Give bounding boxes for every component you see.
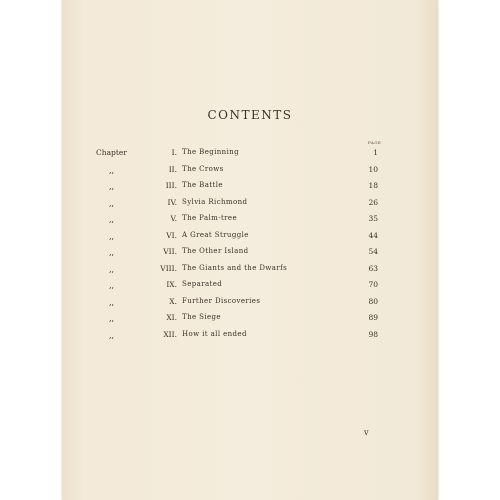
ditto-mark: ,, (109, 198, 115, 208)
chapter-page-number: 70 (368, 280, 378, 289)
chapter-numeral: VIII. (160, 263, 177, 273)
chapter-title: The Crows (182, 164, 224, 173)
chapter-numeral: XII. (163, 329, 177, 339)
chapter-page-number: 1 (373, 148, 378, 157)
chapter-page-number: 44 (368, 230, 378, 240)
ditto-mark: ,, (109, 248, 115, 257)
toc-entry (62, 278, 438, 295)
chapter-title: A Great Struggle (182, 230, 249, 239)
chapter-page-number: 80 (368, 296, 378, 306)
toc-entry (62, 229, 438, 246)
chapter-title: Further Discoveries (182, 296, 261, 305)
chapter-numeral: X. (169, 296, 177, 306)
chapter-page-number: 26 (368, 197, 378, 207)
chapter-numeral: VII. (163, 247, 177, 256)
chapter-page-number: 10 (368, 164, 378, 174)
chapter-page-number: 98 (368, 329, 378, 339)
chapter-title: The Palm-tree (182, 214, 237, 222)
ditto-mark: ,, (109, 182, 115, 191)
chapter-page-number: 35 (368, 214, 378, 223)
page-column-label: PAGE (368, 140, 382, 145)
chapter-page-number: 63 (368, 263, 378, 273)
toc-entry (62, 328, 438, 345)
chapter-numeral: I. (171, 148, 177, 157)
chapter-title: The Beginning (182, 148, 239, 156)
ditto-mark: ,, (109, 231, 115, 241)
chapter-title: The Other Island (182, 247, 249, 255)
chapter-title: The Battle (182, 181, 223, 189)
chapter-title: The Siege (182, 313, 221, 321)
ditto-mark: ,, (109, 215, 115, 224)
table-of-contents (62, 146, 438, 344)
toc-entry (62, 163, 438, 180)
chapter-title: The Giants and the Dwarfs (182, 263, 288, 272)
contents-heading: CONTENTS (207, 108, 293, 122)
ditto-mark: ,, (109, 165, 115, 175)
chapter-numeral: V. (170, 214, 177, 223)
chapter-numeral: IX. (166, 280, 177, 289)
ditto-mark: ,, (109, 330, 115, 340)
chapter-numeral: XI. (166, 313, 177, 322)
ditto-mark: ,, (109, 297, 115, 307)
chapter-page-number: 18 (368, 181, 378, 190)
chapter-numeral: VI. (166, 230, 177, 240)
ditto-mark: ,, (109, 264, 115, 274)
chapter-numeral: II. (168, 164, 177, 174)
toc-entry (62, 212, 438, 229)
chapter-title: How it all ended (182, 329, 247, 338)
toc-entry (62, 262, 438, 279)
ditto-mark: ,, (109, 281, 115, 290)
chapter-numeral: III. (165, 181, 177, 190)
chapter-page-number: 89 (368, 313, 378, 322)
chapter-title: Sylvia Richmond (182, 197, 248, 206)
chapter-page-number: 54 (368, 247, 378, 256)
toc-entry (62, 179, 438, 196)
toc-entry (62, 295, 438, 312)
toc-entry (62, 311, 438, 328)
page-folio: v (364, 428, 369, 437)
toc-entry (62, 146, 438, 163)
toc-entry (62, 245, 438, 262)
toc-entry (62, 196, 438, 213)
chapter-word: Chapter (96, 148, 127, 157)
chapter-title: Separated (182, 280, 223, 288)
ditto-mark: ,, (109, 314, 115, 323)
book-page (62, 0, 438, 500)
chapter-numeral: IV. (167, 197, 177, 207)
